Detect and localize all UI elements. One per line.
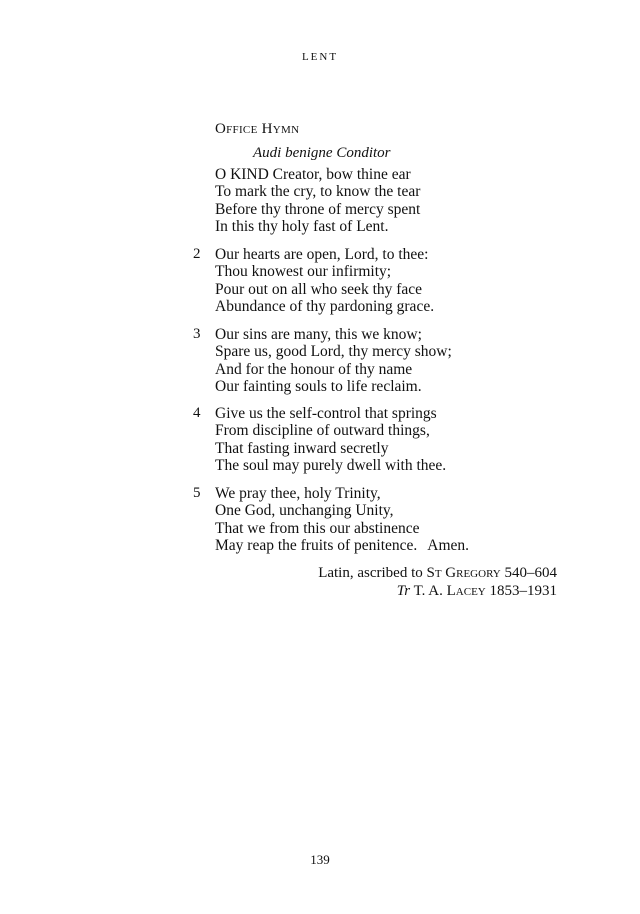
verse-4: [193, 405, 447, 475]
translator-name: Lacey: [446, 583, 486, 599]
author-dates: 540–604: [504, 565, 557, 581]
page-number: 139: [310, 852, 330, 867]
verse-line: We pray thee, holy Trinity,: [215, 485, 381, 502]
hymn-title: Office Hymn: [215, 121, 300, 137]
verse-2: [193, 246, 435, 316]
verse-3: [193, 326, 452, 396]
verse-line: May reap the fruits of penitence.: [215, 537, 418, 555]
verse-line: Spare us, good Lord, thy mercy show;: [215, 343, 452, 361]
verse-line: In this thy holy fast of Lent.: [215, 218, 389, 236]
verse-line: Our sins are many, this we know;: [215, 326, 422, 343]
verse-line: Our hearts are open, Lord, to thee:: [215, 246, 429, 263]
verse-line: To mark the cry, to know the tear: [215, 183, 421, 201]
amen: Amen.: [427, 537, 470, 555]
verse-line: Our fainting souls to life reclaim.: [215, 378, 422, 396]
verse-5: [193, 485, 470, 555]
author-name: St Gregory: [426, 565, 501, 581]
verse-line: Pour out on all who seek thy face: [215, 280, 423, 298]
verse-number: 4: [193, 405, 201, 421]
verse-line: That we from this our abstinence: [215, 519, 420, 537]
attribution: [300, 564, 557, 600]
verse-line: The soul may purely dwell with thee.: [215, 457, 447, 475]
translator-initials: T. A.: [413, 583, 443, 599]
translator-dates: 1853–1931: [489, 583, 557, 599]
verse-line: From discipline of outward things,: [215, 422, 430, 440]
verse-1: [215, 166, 420, 236]
verse-last-line: [215, 537, 469, 554]
translator-prefix: Tr: [396, 583, 411, 599]
verse-number: 5: [193, 485, 201, 501]
running-head: LENT: [301, 51, 339, 63]
verse-line: Thou knowest our infirmity;: [215, 263, 392, 281]
verse-line: Abundance of thy pardoning grace.: [215, 298, 435, 316]
verse-line: Before thy throne of mercy spent: [215, 200, 421, 218]
author-prefix: Latin, ascribed to: [318, 565, 423, 581]
author-line: [300, 564, 557, 582]
verse-line: And for the honour of thy name: [215, 360, 413, 378]
verse-line: One God, unchanging Unity,: [215, 502, 394, 520]
verse-number: 3: [193, 326, 201, 342]
translator-line: [300, 582, 557, 600]
verse-number: 2: [193, 246, 201, 262]
verse-line: O KIND Creator, bow thine ear: [215, 166, 411, 183]
verse-line: That fasting inward secretly: [215, 439, 389, 457]
latin-title: Audi benigne Conditor: [253, 145, 391, 161]
verse-line: Give us the self-control that springs: [215, 405, 437, 422]
